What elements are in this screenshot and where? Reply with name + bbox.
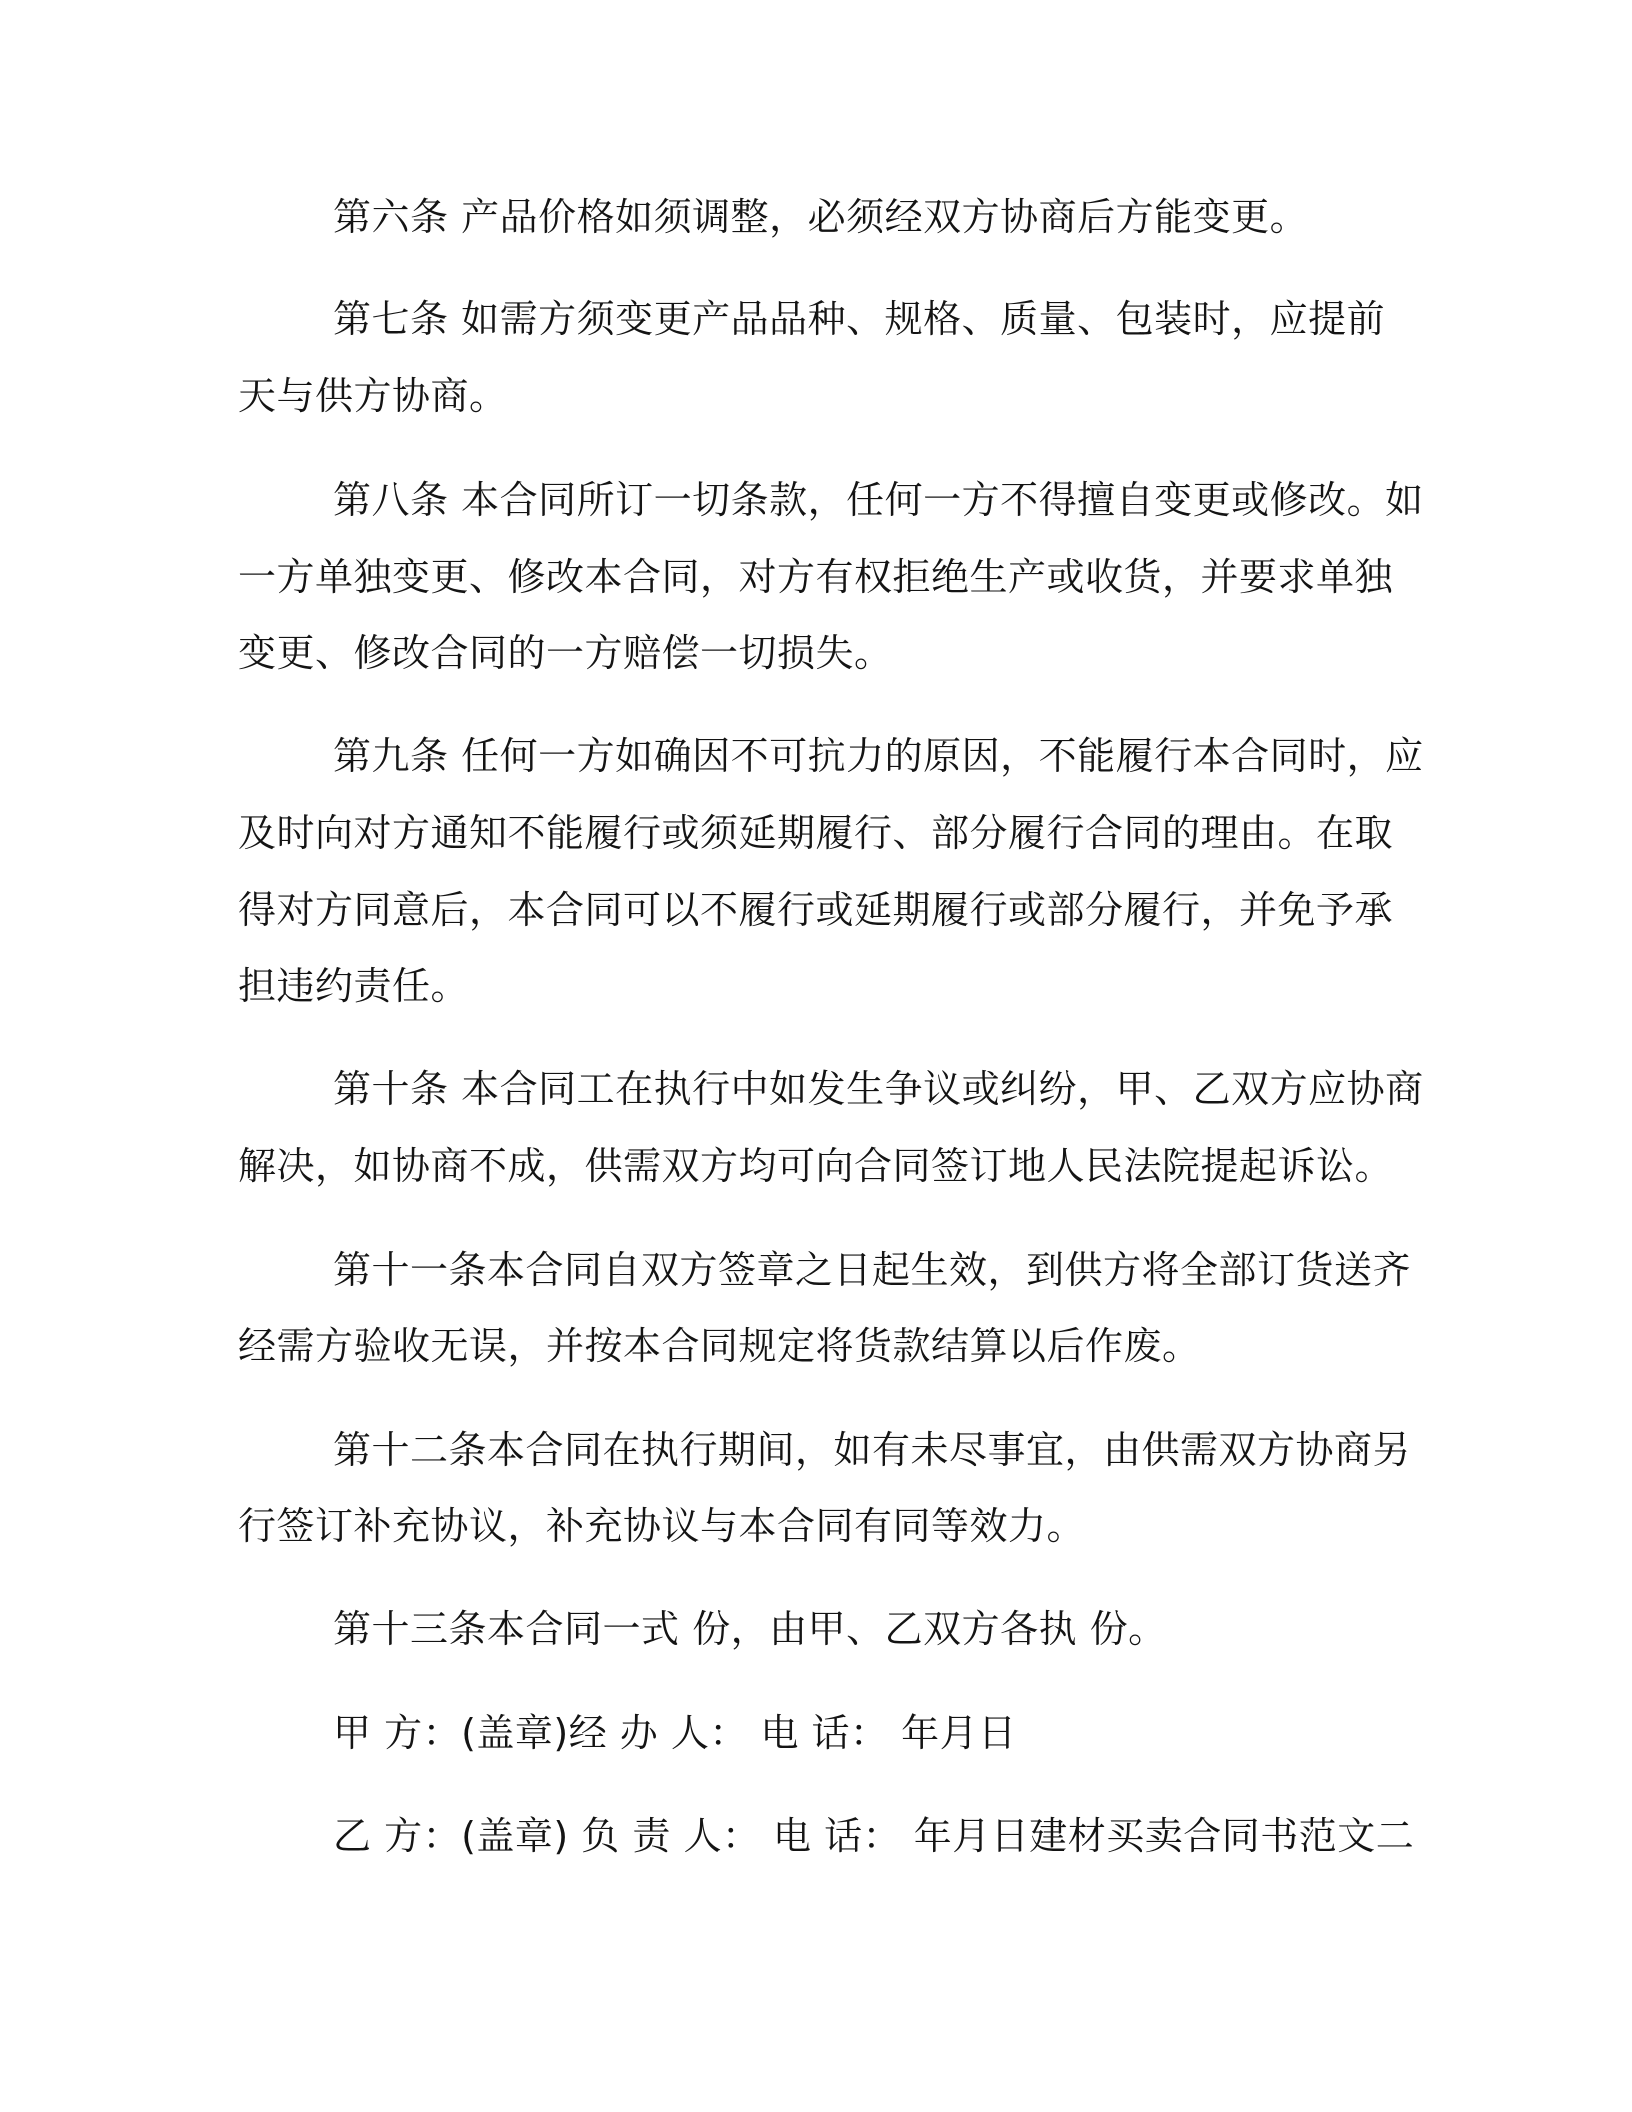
clause-13-line-1: 第十三条本合同一式 份，由甲、乙双方各执 份。 <box>333 1607 1167 1651</box>
clause-12-line-1: 第十二条本合同在执行期间，如有未尽事宜，由供需双方协商另 <box>333 1428 1412 1472</box>
clause-10-line-2: 解决，如协商不成，供需双方均可向合同签订地人民法院提起诉讼。 <box>238 1144 1394 1188</box>
clause-8-line-1: 第八条 本合同所订一切条款，任何一方不得擅自变更或修改。如 <box>333 478 1424 522</box>
clause-9-line-2: 及时向对方通知不能履行或须延期履行、部分履行合同的理由。在取 <box>238 811 1394 855</box>
clause-9-line-4: 担违约责任。 <box>238 964 470 1008</box>
party-a-signature-line: 甲 方：(盖章)经 办 人： 电 话： 年月日 <box>333 1711 1017 1755</box>
clause-9-line-1: 第九条 任何一方如确因不可抗力的原因，不能履行本合同时，应 <box>333 734 1424 778</box>
clause-7-line-1: 第七条 如需方须变更产品品种、规格、质量、包装时，应提前 <box>333 297 1386 341</box>
clause-9-line-3: 得对方同意后，本合同可以不履行或延期履行或部分履行，并免予承 <box>238 888 1394 932</box>
clause-7-line-2: 天与供方协商。 <box>238 374 508 418</box>
clause-11-line-1: 第十一条本合同自双方签章之日起生效，到供方将全部订货送齐 <box>333 1248 1412 1292</box>
clause-12-line-2: 行签订补充协议，补充协议与本合同有同等效力。 <box>238 1504 1086 1548</box>
party-b-signature-line: 乙 方：(盖章) 负 责 人： 电 话： 年月日建材买卖合同书范文二 <box>333 1814 1415 1858</box>
clause-8-line-3: 变更、修改合同的一方赔偿一切损失。 <box>238 631 893 675</box>
clause-11-line-2: 经需方验收无误，并按本合同规定将货款结算以后作废。 <box>238 1324 1201 1368</box>
clause-8-line-2: 一方单独变更、修改本合同，对方有权拒绝生产或收货，并要求单独 <box>238 555 1394 599</box>
clause-10-line-1: 第十条 本合同工在执行中如发生争议或纠纷，甲、乙双方应协商 <box>333 1067 1424 1111</box>
clause-6-line-1: 第六条 产品价格如须调整，必须经双方协商后方能变更。 <box>333 195 1309 239</box>
